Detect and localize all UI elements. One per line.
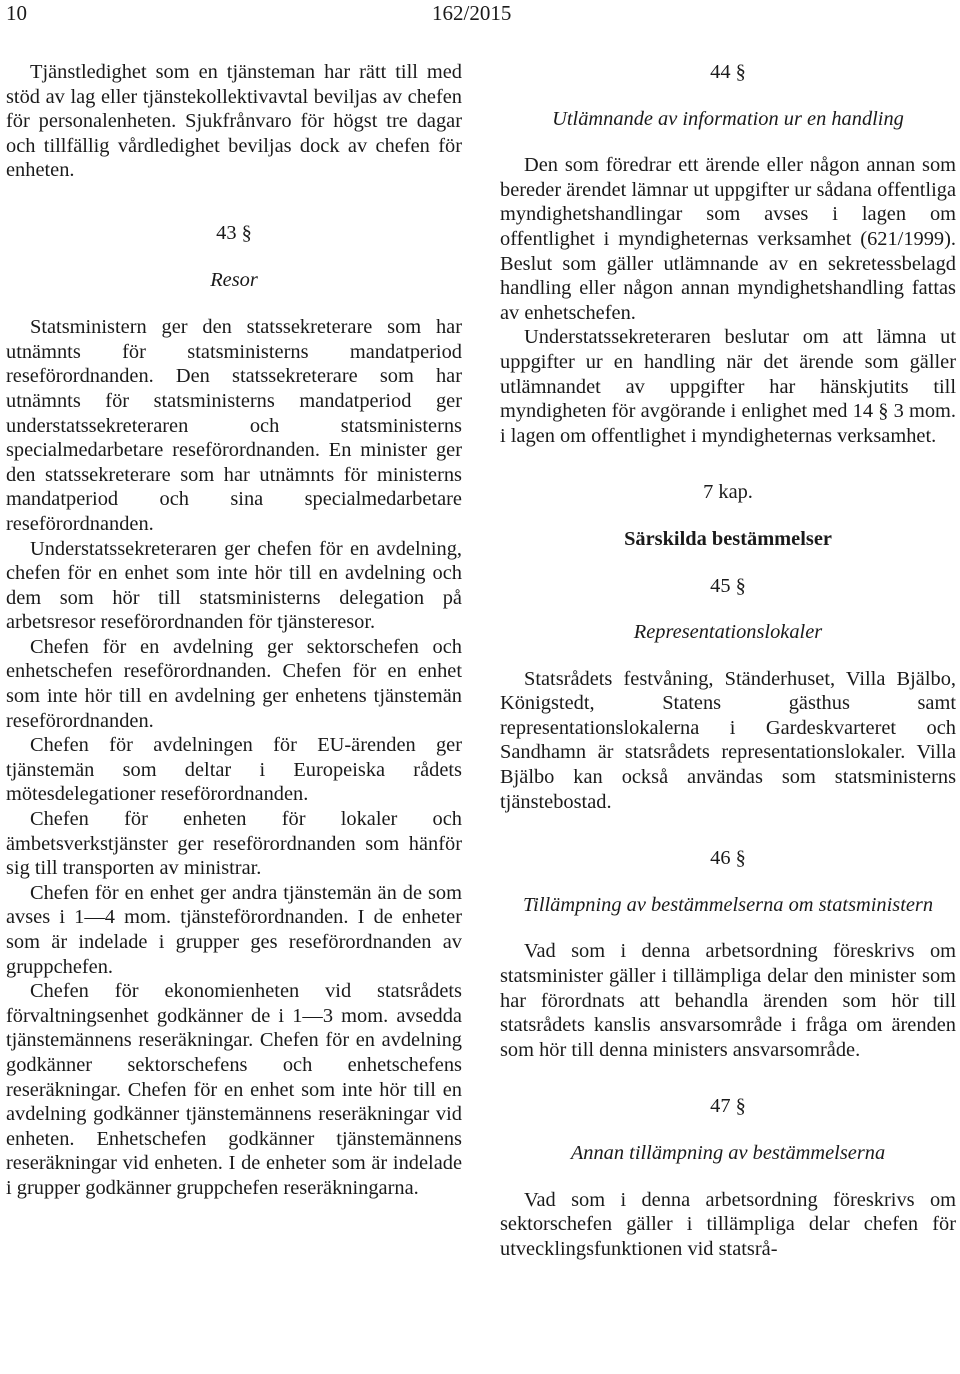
- paragraph-leave: Tjänstledighet som en tjänsteman har rätt till med stöd av lag eller tjänstekollektivavtal beviljas av chefen för personalenheten. Sjukfrånvaro för högst tre dagar och tillfällig vårdledighet beviljas dock av chefen för enheten.: [6, 61, 462, 182]
- section-47-title: Annan tillämpning av bestämmelserna: [570, 1142, 886, 1164]
- section-45-number: 45 §: [710, 574, 746, 597]
- paragraph-travel-7: Chefen för ekonomienheten vid statsrådets förvaltningsenhet godkänner de i 1—3 mom. avsedda tjänstemännens reseräkningar. Chefen för en avdelning godkänner sektorschefens och enhetschefens reseräkningar. Chefen för en enhet som inte hör till en avdelning godkänner tjänstemännens reseräkningar vid enheten. Enhetschefen godkänner tjänstemännens reseräkningar vid enheten. I de enheter som är indelade i grupper godkänner gruppchefen reseräkningarna.: [6, 980, 462, 1199]
- paragraph-travel-1: Statsministern ger den statssekreterare som har utnämnts för statsministerns mandatperiod reseförordnanden. Den statssekreterare som har utnämnts för statsministerns mandatperiod ger understatssekreteraren och statsministerns specialmedarbetare reseförordnanden. En minister ger den statssekreterare som har utnämnts för ministerns mandatperiod och sina specialmedarbetare reseförordnanden.: [6, 316, 462, 535]
- paragraph-disclosure-2: Understatssekreteraren beslutar om att lämna ut uppgifter ur en handling när det ärende som gäller utlämnandet av uppgifter har hänskjutits till myndigheten för avgörande i enlighet med 14 § 3 mom. i lagen om offentlighet i myndigheternas verksamhet.: [500, 326, 956, 447]
- section-46-title: Tillämpning av bestämmelserna om statsministern: [522, 893, 934, 916]
- paragraph-travel-5: Chefen för enheten för lokaler och ämbetsverkstjänster ger reseförordnanden som hänför sig till transporten av ministrar.: [6, 808, 462, 880]
- section-43-title: Resor: [210, 268, 258, 291]
- document-number: 162/2015: [432, 1, 512, 25]
- page-header: [0, 0, 960, 30]
- paragraph-travel-3: Chefen för en avdelning ger sektorschefen och enhetschefen reseförordnanden. Chefen för en enhet som inte hör till en avdelning ger enhetens tjänstemän reseförordnanden.: [6, 635, 462, 732]
- paragraph-travel-4: Chefen för avdelningen för EU-ärenden ger tjänstemän som deltar i Europeiska rådets mötesdelegationer reseförordnanden.: [6, 734, 462, 806]
- paragraph-representation: Statsrådets festvåning, Ständerhuset, Villa Bjälbo, Königstedt, Statens gästhus samt representationslokalerna i Gardeskvarteret och Sandhamn är statsrådets representationslokaler. Villa Bjälbo kan också användas som statsministerns tjänstebostad.: [500, 667, 956, 813]
- section-46-number: 46 §: [710, 847, 746, 870]
- section-45-title: Representationslokaler: [633, 621, 823, 644]
- right-column: [500, 60, 956, 1261]
- paragraph-other-application: Vad som i denna arbetsordning föreskrivs om sektorschefen gäller i tillämpliga delar chefen för utvecklingsfunktionen vid statsrå-: [500, 1188, 956, 1260]
- section-43-number: 43 §: [216, 221, 252, 244]
- section-47-number: 47 §: [710, 1095, 746, 1118]
- chapter-title: Särskilda bestämmelser: [624, 527, 832, 550]
- page-number: 10: [6, 1, 27, 25]
- paragraph-travel-6: Chefen för en enhet ger andra tjänstemän än de som avses i 1—4 mom. tjänsteförordnanden. I de enheter som är indelade i grupper ges reseförordnanden av gruppchefen.: [6, 881, 462, 978]
- section-44-title: Utlämnande av information ur en handling: [552, 107, 904, 130]
- chapter-number: 7 kap.: [703, 481, 753, 504]
- paragraph-travel-2: Understatssekreteraren ger chefen för en avdelning, chefen för en enhet som inte hör till en avdelning och dem som hör till statsministerns delegation på arbetsresor reseförordnanden för tjänsteresor.: [6, 537, 462, 634]
- left-column: [6, 60, 462, 1201]
- paragraph-disclosure-1: Den som föredrar ett ärende eller någon annan som bereder ärendet lämnar ut uppgifter ur sådana offentliga myndighetshandlingar som avses i lagen om offentlighet i myndigheternas verksamhet (621/1999). Beslut som gäller utlämnande av en sekretessbelagd handling eller någon annan myndighetshandling fattas av enhetschefen.: [500, 154, 956, 324]
- paragraph-prime-minister: Vad som i denna arbetsordning föreskrivs om statsminister gäller i tillämpliga delar den minister som har förordnats att behandla ärenden som hör till statsrådets kanslis ansvarsområde i fråga om ärenden som hör till denna ministers ansvarsområde.: [500, 940, 956, 1061]
- section-44-number: 44 §: [710, 61, 746, 83]
